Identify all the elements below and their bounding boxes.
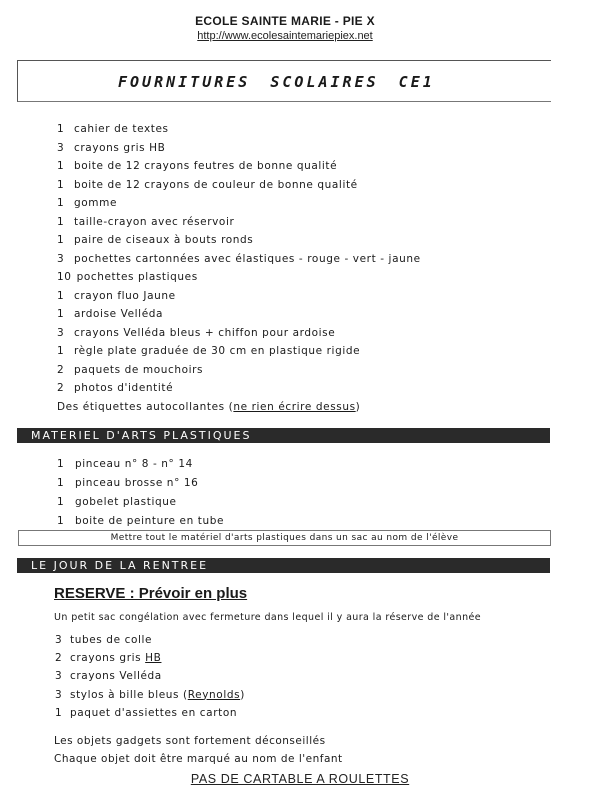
list-item [57, 324, 421, 343]
labels-note-warning: ne rien écrire dessus [233, 400, 356, 413]
item-quantity: 2 [57, 363, 65, 376]
item-quantity: 1 [57, 215, 65, 228]
item-quantity: 1 [57, 458, 65, 470]
item-quantity: 1 [55, 706, 63, 719]
item-quantity: 10 [57, 271, 72, 283]
list-item [55, 704, 245, 722]
list-item [57, 231, 421, 250]
list-item [57, 194, 421, 213]
reserve-title: RESERVE : Prévoir en plus [54, 585, 248, 602]
item-label: paire de ciseaux à bouts ronds [74, 234, 254, 246]
list-item [57, 342, 421, 361]
item-close: ) [240, 688, 245, 701]
item-quantity: 1 [57, 234, 65, 246]
arts-supplies-list [57, 455, 224, 531]
item-label: photos d'identité [74, 382, 174, 394]
rentree-section-header: LE JOUR DE LA RENTREE [17, 558, 550, 573]
list-item [57, 493, 224, 512]
footer-gadgets-note: Les objets gadgets sont fortement déconseillés [54, 735, 326, 747]
item-label: pinceau brosse n° 16 [75, 477, 199, 489]
item-label: tubes de colle [70, 634, 153, 646]
title-box [17, 60, 551, 102]
item-quantity: 1 [57, 496, 65, 508]
page-title: FOURNITURES SCOLAIRES CE1 [118, 73, 435, 91]
item-quantity: 1 [57, 308, 65, 320]
item-label: boite de peinture en tube [75, 515, 225, 527]
reserve-intro: Un petit sac congélation avec fermeture dans lequel il y aura la réserve de l'année [54, 612, 481, 623]
list-item [55, 649, 245, 667]
item-label: crayons gris [70, 652, 146, 665]
list-item [57, 176, 421, 195]
item-underlined: HB [145, 652, 162, 665]
item-label: cahier de textes [74, 123, 169, 135]
item-quantity: 3 [57, 326, 65, 339]
list-item [55, 667, 245, 685]
item-quantity: 3 [55, 670, 63, 683]
arts-section-header: MATERIEL D'ARTS PLASTIQUES [17, 428, 550, 443]
item-label: crayons Velléda [70, 670, 162, 683]
labels-note-close: ) [355, 400, 361, 413]
item-label: boite de 12 crayons de couleur de bonne qualité [74, 178, 358, 191]
list-item [57, 512, 224, 531]
no-rolling-bag-notice: PAS DE CARTABLE A ROULETTES [190, 772, 410, 786]
item-label: pochettes plastiques [76, 271, 198, 283]
list-item [57, 474, 224, 493]
item-label: gomme [74, 197, 118, 209]
item-label: ardoise Velléda [74, 308, 164, 320]
item-label: crayons Velléda bleus + chiffon pour ardoise [74, 326, 336, 339]
item-label: crayons gris HB [74, 141, 166, 154]
item-quantity: 1 [57, 178, 65, 191]
item-quantity: 1 [57, 515, 65, 527]
list-item [57, 120, 421, 139]
item-label: règle plate graduée de 30 cm en plastique rigide [74, 345, 361, 357]
list-item [57, 157, 421, 176]
item-quantity: 3 [57, 141, 65, 154]
school-website-link[interactable]: http://www.ecolesaintemariepiex.net [197, 30, 373, 42]
item-quantity: 3 [55, 688, 63, 701]
list-item [55, 686, 245, 704]
item-quantity: 3 [57, 252, 65, 265]
footer-labeling-note: Chaque objet doit être marqué au nom de l'enfant [54, 753, 343, 765]
item-label: gobelet plastique [75, 496, 177, 508]
item-label: boite de 12 crayons feutres de bonne qualité [74, 160, 338, 172]
item-quantity: 1 [57, 197, 65, 209]
item-quantity: 1 [57, 160, 65, 172]
list-item [55, 631, 245, 649]
item-underlined: Reynolds [187, 688, 241, 701]
labels-note [57, 398, 421, 417]
item-label: pochettes cartonnées avec élastiques - rouge - vert - jaune [74, 252, 421, 265]
reserve-list [55, 631, 245, 722]
item-label: pinceau n° 8 - n° 14 [75, 458, 193, 470]
item-quantity: 1 [57, 345, 65, 357]
item-quantity: 1 [57, 289, 65, 302]
item-label: stylos à bille bleus ( [70, 688, 188, 701]
labels-note-text: Des étiquettes autocollantes ( [57, 400, 234, 413]
item-label: crayon fluo Jaune [74, 289, 176, 302]
list-item [57, 250, 421, 269]
list-item [57, 287, 421, 306]
item-quantity: 2 [55, 652, 63, 665]
school-name: ECOLE SAINTE MARIE - PIE X [195, 14, 375, 28]
item-label: paquet d'assiettes en carton [70, 706, 238, 719]
item-label: taille-crayon avec réservoir [74, 215, 235, 228]
item-quantity: 1 [57, 477, 65, 489]
list-item [57, 268, 421, 287]
arts-note-box: Mettre tout le matériel d'arts plastiques dans un sac au nom de l'élève [18, 530, 551, 546]
list-item [57, 213, 421, 232]
item-label: paquets de mouchoirs [74, 363, 204, 376]
supplies-list [57, 120, 421, 416]
list-item [57, 361, 421, 380]
item-quantity: 2 [57, 382, 65, 394]
list-item [57, 139, 421, 158]
list-item [57, 455, 224, 474]
item-quantity: 3 [55, 634, 63, 646]
list-item [57, 305, 421, 324]
list-item [57, 379, 421, 398]
item-quantity: 1 [57, 123, 65, 135]
